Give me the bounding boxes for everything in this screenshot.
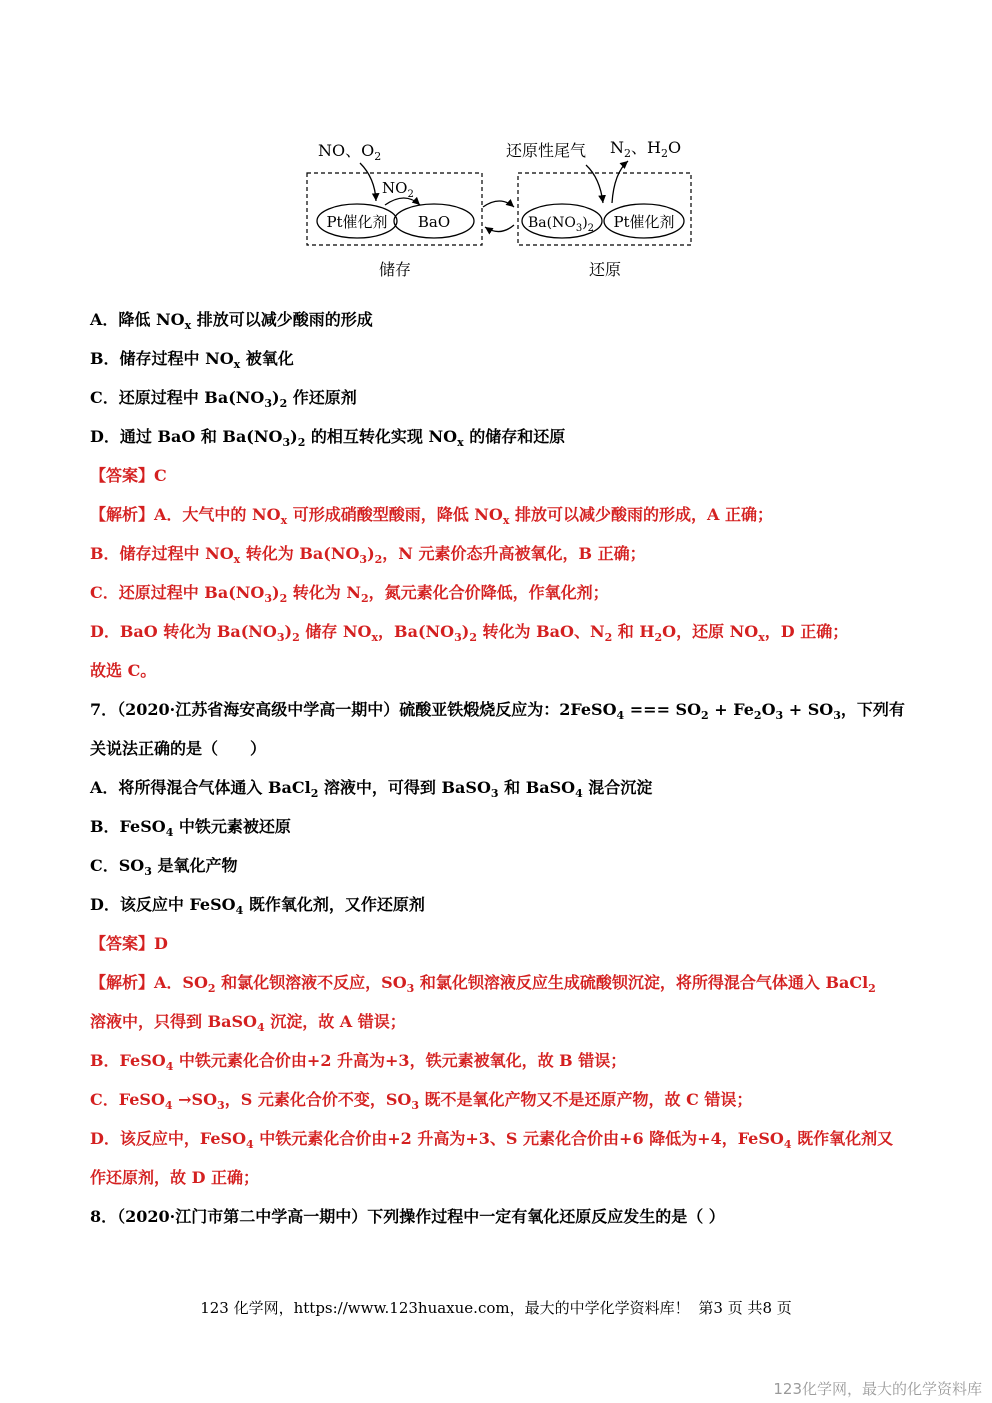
q6-option-a: A．降低 $NO_x$ 排放可以减少酸雨的形成 [90,310,373,332]
reducing-exhaust-label: 还原性尾气 [506,141,587,160]
bao-label: BaO [417,213,451,231]
forward-arrow [483,201,514,207]
exhaust-arrow [586,165,603,203]
q7-explanation-a-cont: 溶液中，只得到 BaSO$_4$ 沉淀，故 A 错误； [90,1012,406,1034]
q7-stem-line1: 7．（2020·江苏省海安高级中学高一期中）硫酸亚铁煅烧反应为：2FeSO$_4$ === $SO_2 + Fe_2O_3 + SO_3$，下列有 [90,700,905,722]
q6-conclusion: 故选 C。 [90,661,157,680]
q7-explanation-d: D．该反应中，FeSO$_4$ 中铁元素化合价由+2 升高为+3、S 元素化合价由+6 降低为+4，FeSO$_4$ 既作氧化剂又 [90,1129,894,1151]
q6-option-b: B．储存过程中 $NO_x$ 被氧化 [90,349,294,371]
pt-catalyst-left-label: Pt催化剂 [326,213,388,231]
input-arrow [360,163,376,201]
q6-explanation-b: B．储存过程中 $NO_x$ 转化为 $Ba(NO_3)_2$，N 元素价态升高被氧化，B 正确； [90,544,646,566]
no2-arrow [385,198,420,205]
q6-option-c: C．还原过程中 $Ba(NO_3)_2$ 作还原剂 [90,388,357,410]
q7-option-b: B．FeSO$_4$ 中铁元素被还原 [90,817,291,839]
q7-answer: 【答案】D [90,934,168,953]
footer-page-number: 第3 页 共8 页 [698,1299,792,1317]
q7-option-a: A．将所得混合气体通入 BaCl$_2$ 溶液中，可得到 BaSO$_3$ 和 BaSO$_4$ 混合沉淀 [90,778,653,800]
q7-explanation-a: 【解析】A．$SO_2$ 和氯化钡溶液不反应，$SO_3$ 和氯化钡溶液反应生成硫酸钡沉淀，将所得混合气体通入 BaCl$_2$ [90,973,876,995]
q6-explanation-a: 【解析】A．大气中的 $NO_x$ 可形成硝酸型酸雨，降低 $NO_x$ 排放可以减少酸雨的形成，A 正确； [90,505,773,527]
q7-explanation-c: C．FeSO$_4$ $\to SO_3$，S 元素化合价不变，$SO_3$ 既不是氧化产物又不是还原产物，故 C 错误； [90,1090,753,1112]
q6-explanation-d: D．BaO 转化为 $Ba(NO_3)_2$ 储存 $NO_x$，$Ba(NO_3)_2$ 转化为 BaO、$N_2$ 和 $H_2O$，还原 $NO_x$，D 正确； [90,622,849,644]
q6-answer: 【答案】C [90,466,167,485]
n2-h2o-label: $N_2$、$H_2O$ [610,138,682,160]
backward-arrow [485,225,514,232]
footer-site: 123 化学网，https://www.123huaxue.com，最大的中学化学资料库！ [200,1299,690,1317]
no2-label: $NO_2$ [382,179,414,200]
nox-storage-reduction-diagram [300,133,700,283]
page-footer [0,1298,992,1318]
q7-option-d: D．该反应中 FeSO$_4$ 既作氧化剂，又作还原剂 [90,895,425,917]
output-arrow [612,161,628,203]
q6-option-d: D．通过 BaO 和 $Ba(NO_3)_2$ 的相互转化实现 $NO_x$ 的储存和还原 [90,427,566,449]
q7-explanation-b: B．FeSO$_4$ 中铁元素化合价由+2 升高为+3，铁元素被氧化，故 B 错误； [90,1051,627,1073]
q6-explanation-c: C．还原过程中 $Ba(NO_3)_2$ 转化为 $N_2$，氮元素化合价降低，作氧化剂； [90,583,609,605]
q8-stem: 8．（2020·江门市第二中学高一期中）下列操作过程中一定有氧化还原反应发生的是（ ） [90,1207,725,1226]
no-o2-label: NO、$O_2$ [318,141,382,163]
q7-stem-line2: 关说法正确的是（ ） [90,739,267,758]
ba-nitrate-label: $Ba(NO_3)_2$ [528,215,595,234]
pt-catalyst-right-label: Pt催化剂 [613,213,675,231]
watermark: 123化学网，最大的化学资料库 [773,1380,982,1398]
storage-caption: 储存 [378,260,412,279]
q7-option-c: C．$SO_3$ 是氧化产物 [90,856,238,878]
reduction-caption: 还原 [588,260,622,279]
q7-explanation-d-cont: 作还原剂，故 D 正确； [90,1168,260,1187]
